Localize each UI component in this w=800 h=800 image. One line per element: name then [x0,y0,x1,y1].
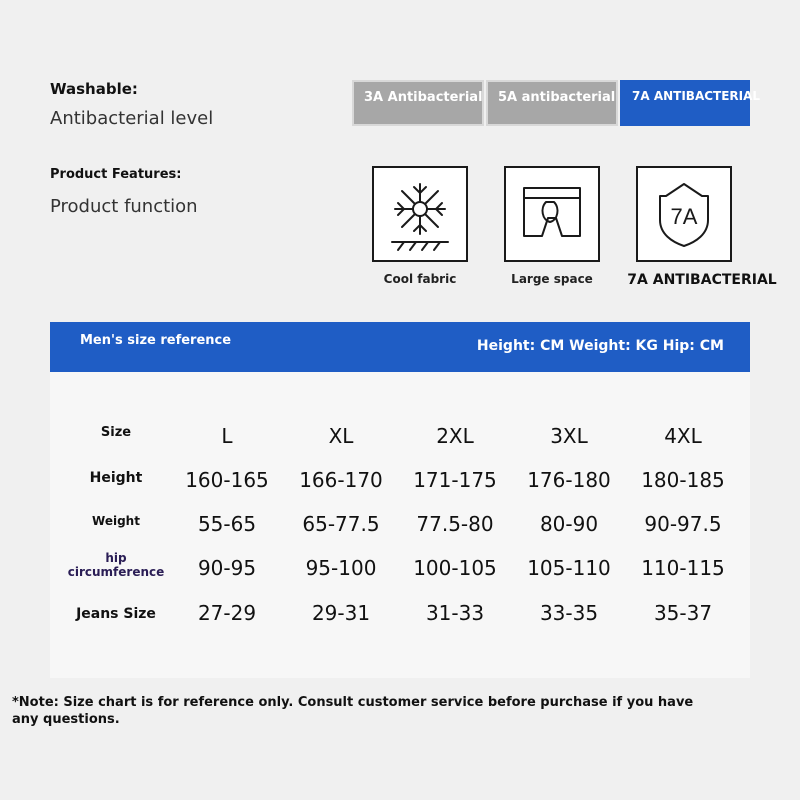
large-space-caption: Large space [511,272,593,286]
hip-row-label-line1: hip [105,551,127,565]
jeans-size-row-label: Jeans Size [76,606,156,622]
size-column-header: XL [328,424,354,448]
size-chart-note: *Note: Size chart is for reference only. Consult customer service before purchase if you have any questions. [12,695,694,727]
table-cell: 65-77.5 [302,512,380,536]
size-table [50,322,750,678]
table-cell: 77.5-80 [416,512,494,536]
antibacterial-7a-tile [636,166,732,262]
table-cell: 35-37 [653,601,713,625]
boxer-briefs-icon [512,174,592,254]
level-3a-option: 3A Antibacterial [352,80,484,126]
table-cell: 110-115 [641,556,725,580]
size-table-units: Height: CM Weight: KG Hip: CM [476,338,724,354]
antibacterial-level-label: Antibacterial level [50,108,214,129]
table-cell: 95-100 [305,556,377,580]
table-cell: 105-110 [527,556,611,580]
shield-7a-icon [644,174,724,254]
large-space-tile [504,166,600,262]
table-cell: 29-31 [311,601,371,625]
table-cell: 100-105 [413,556,497,580]
weight-row-label: Weight [92,514,140,528]
table-cell: 90-95 [197,556,257,580]
washable-title: Washable: [50,80,138,98]
size-table-title: Men's size reference [80,333,232,348]
table-cell: 160-165 [185,468,269,492]
shield-7a-text: 7A [670,204,698,229]
level-7a-option-selected: 7A ANTIBACTERIAL [620,80,750,126]
product-features-title: Product Features: [50,167,182,182]
table-cell: 90-97.5 [644,512,722,536]
cool-fabric-tile [372,166,468,262]
size-column-header: 2XL [436,424,474,448]
table-cell: 180-185 [641,468,725,492]
hip-row-label-line2: circumference [67,564,165,579]
size-row-label: Size [100,425,132,440]
size-column-header: 3XL [550,424,588,448]
product-function-label: Product function [50,196,198,217]
table-cell: 80-90 [539,512,599,536]
table-cell: 31-33 [425,601,485,625]
size-column-header: 4XL [664,424,702,448]
table-cell: 33-35 [539,601,599,625]
cool-fabric-caption: Cool fabric [383,272,457,286]
table-cell: 176-180 [527,468,611,492]
hip-row-label [50,552,182,580]
antibacterial-7a-caption: 7A ANTIBACTERIAL [627,272,777,288]
table-cell: 166-170 [299,468,383,492]
size-table-header [50,322,750,372]
snowflake-fabric-icon [380,174,460,254]
height-row-label: Height [89,470,143,486]
table-cell: 55-65 [197,512,257,536]
level-5a-option: 5A antibacterial [486,80,618,126]
table-cell: 171-175 [413,468,497,492]
table-cell: 27-29 [197,601,257,625]
size-column-header: L [221,424,233,448]
